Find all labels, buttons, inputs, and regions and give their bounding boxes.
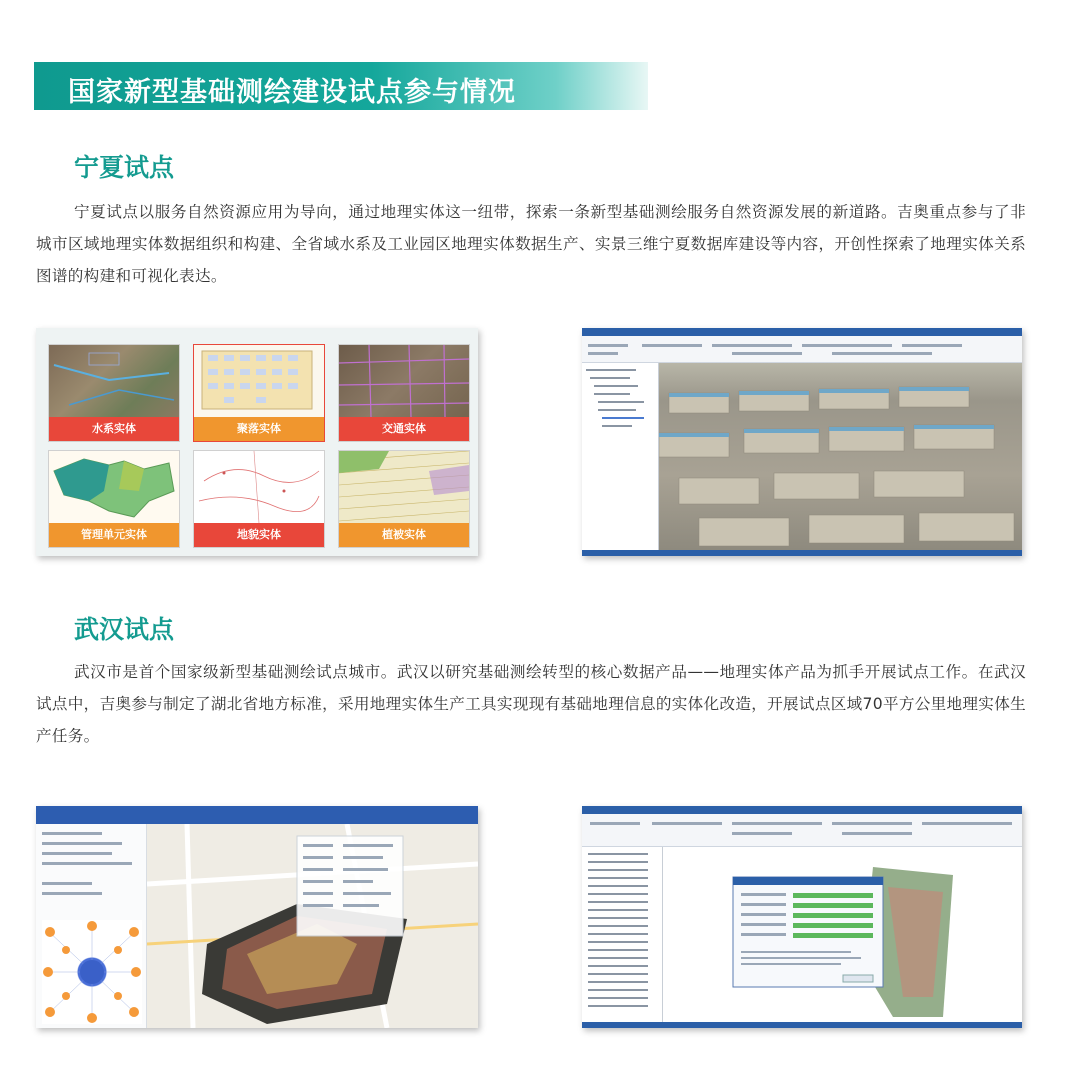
query-side-panel[interactable] (36, 824, 147, 1028)
window-titlebar (582, 806, 1022, 814)
status-bar (582, 1022, 1022, 1028)
map-canvas[interactable] (663, 847, 1022, 1022)
window-titlebar (582, 328, 1022, 336)
tile-transport (338, 344, 470, 442)
ribbon-toolbar[interactable] (582, 336, 1022, 363)
tile-label: 地貌实体 (194, 523, 324, 547)
tile-admin-unit (48, 450, 180, 548)
entity-production-tool-window (582, 806, 1022, 1028)
tile-label: 聚落实体 (194, 417, 324, 441)
ningxia-paragraph: 宁夏试点以服务自然资源应用为导向，通过地理实体这一纽带，探索一条新型基础测绘服务自然资源发展的新道路。吉奥重点参与了非城市区域地理实体数据组织和构建、全省域水系及工业园区地理实体数据生产、实景三维宁夏数据库建设等内容，开创性探索了地理实体关系图谱的构建和可视化表达。 (36, 203, 1026, 285)
tile-landform (193, 450, 325, 548)
tile-vegetation (338, 450, 470, 548)
tile-label: 管理单元实体 (49, 523, 179, 547)
layer-tree-panel[interactable] (582, 363, 659, 550)
wuhan-title: 武汉试点 (74, 615, 175, 644)
status-bar (582, 550, 1022, 556)
app-header (36, 806, 478, 824)
banner-title: 国家新型基础测绘建设试点参与情况 (68, 77, 516, 108)
map-view[interactable] (147, 824, 478, 1028)
wuhan-paragraph: 武汉市是首个国家级新型基础测绘试点城市。武汉以研究基础测绘转型的核心数据产品——地理实体产品为抓手开展试点工作。在武汉试点中，吉奥参与制定了湖北省地方标准，采用地理实体生产工具实现现有基础地理信息的实体化改造，开展试点区域70平方公里地理实体生产任务。 (36, 663, 1026, 745)
tile-label: 水系实体 (49, 417, 179, 441)
entity-tiles-panel (36, 328, 478, 556)
tile-water (48, 344, 180, 442)
ribbon-toolbar[interactable] (582, 814, 1022, 847)
3d-scene-view[interactable] (659, 363, 1022, 550)
section-banner (34, 62, 648, 110)
tile-label: 交通实体 (339, 417, 469, 441)
ningxia-title: 宁夏试点 (74, 153, 175, 182)
tile-label: 植被实体 (339, 523, 469, 547)
relation-graph[interactable] (42, 920, 142, 1024)
entity-query-web-map (36, 806, 478, 1028)
tile-settlement (193, 344, 325, 442)
layer-list-panel[interactable] (582, 847, 663, 1022)
realscene-3d-window (582, 328, 1022, 556)
